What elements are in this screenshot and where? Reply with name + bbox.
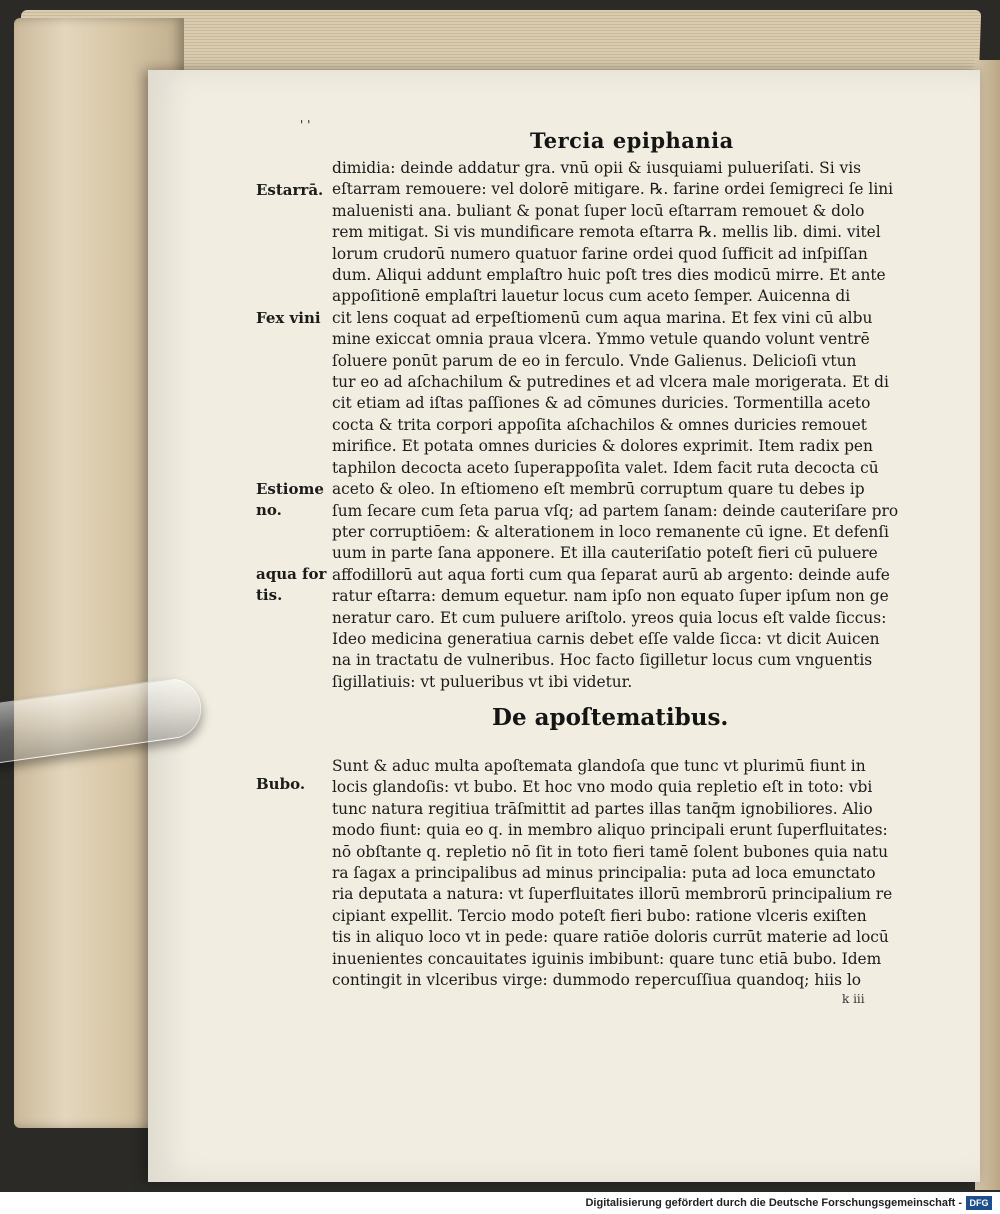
dfg-logo: DFG xyxy=(966,1196,992,1210)
text-line: eſtarram remouere: vel dolorē mitigare. ℞. farine ordei ſemigreci ſe lini xyxy=(332,180,894,199)
margin-note-bubo: Bubo. xyxy=(256,775,306,793)
text-line: ratur eſtarra: demum equetur. nam ipſo non equato ſuper ipſum non ge xyxy=(332,587,889,606)
margin-note-fex-vini: Fex vini xyxy=(256,309,321,327)
text-line: appoſitionē emplaſtri lauetur locus cum aceto ſemper. Auicenna di xyxy=(332,287,851,306)
text-line: cipiant expellit. Tercio modo poteſt fieri bubo: ratione vlceris exiſten xyxy=(332,906,867,925)
text-line: mine exiccat omnia praua vlcera. Ymmo vetule quando volunt ventrē xyxy=(332,330,870,349)
text-line: ſoluere ponūt parum de eo in ferculo. Vnde Galienus. Delicioſi vtun xyxy=(332,351,857,370)
text-line: contingit in vlceribus virge: dummodo repercuſſiua quandoq; hiis lo xyxy=(332,971,862,990)
text-line: ria deputata a natura: vt ſuperfluitates illorū membrorū principalium re xyxy=(332,885,893,904)
text-line: cit etiam ad iſtas paſſiones & ad cōmunes duricies. Tormentilla aceto xyxy=(332,394,871,413)
text-line: taphilon decocta aceto ſuperappoſita valet. Idem facit ruta decocta cū xyxy=(332,458,879,477)
text-line: inuenientes concauitates iguinis imbibunt: quare tunc etiā bubo. Idem xyxy=(332,949,882,968)
text-line: tunc natura regitiua trāſmittit ad partes illas tanq̄m ignobiliores. Alio xyxy=(332,799,873,818)
text-line: cit lens coquat ad erpeſtiomenū cum aqua marina. Et fex vini cū albu xyxy=(332,308,873,327)
text-line: dum. Aliqui addunt emplaſtro huic poſt tres dies modicū mirre. Et ante xyxy=(332,266,886,285)
text-line: affodillorū aut aqua forti cum qua ſeparat aurū ab argento: deinde aufe xyxy=(332,565,890,584)
text-line: dimidia: deinde addatur gra. vnū opii & iusquiami pulueriſati. Si vis xyxy=(332,159,862,177)
text-line: ſigillatiuis: vt pulueribus vt ibi videtur. xyxy=(332,672,633,691)
margin-note-aqua-fortis: aqua for tis. xyxy=(256,565,327,605)
text-line: mirifice. Et potata omnes duricies & dolores exprimit. Item radix pen xyxy=(332,437,873,456)
text-line: neratur caro. Et cum puluere ariſtolo. yreos quia locus eſt valde ſiccus: xyxy=(332,608,887,627)
text-line: ra ſagax a principalibus ad minus principalia: puta ad loca emunctato xyxy=(332,864,876,883)
main-text xyxy=(332,158,910,693)
text-line: locis glandoſis: vt bubo. Et hoc vno modo quia repletio eſt in toto: vbi xyxy=(332,778,873,797)
text-line: pter corruptiōem: & alterationem in loco remanente cū igne. Et defenſi xyxy=(332,522,889,541)
text-line: nō obſtante q. repletio nō ſit in toto fieri tamē ſolent bubones quia natu xyxy=(332,842,888,861)
page-marks: ' ' xyxy=(300,118,311,132)
text-line: aceto & oleo. In eſtiomeno eſt membrū corruptum quare tu debes ip xyxy=(332,480,865,499)
digitization-credit: Digitalisierung gefördert durch die Deutsche Forschungsgemeinschaft - xyxy=(585,1197,962,1209)
text-line: maluenisti ana. buliant & ponat ſuper locū eſtarram remouet & dolo xyxy=(332,201,865,220)
text-line: Sunt & aduc multa apoſtemata glandoſa que tunc vt plurimū fiunt in xyxy=(332,757,866,775)
text-line: uum in parte ſana apponere. Et illa cauteriſatio poteſt fieri cū puluere xyxy=(332,544,878,563)
text-line: ſum ſecare cum ſeta parua vſq; ad partem ſanam: deinde cauteriſare pro xyxy=(332,501,899,520)
section-text xyxy=(332,756,910,991)
text-line: na in tractatu de vulneribus. Hoc facto ſigilletur locus cum vnguentis xyxy=(332,651,873,670)
signature-mark: k iii xyxy=(842,992,865,1006)
text-line: lorum crudorū numero quatuor farine ordei quod ſufficit ad inſpiſſan xyxy=(332,244,868,263)
text-line: tur eo ad aſchachilum & putredines et ad vlcera male morigerata. Et di xyxy=(332,373,889,392)
text-line: rem mitigat. Si vis mundificare remota eſtarra ℞. mellis lib. dimi. vitel xyxy=(332,223,881,242)
margin-note-estiomeno: Estiome no. xyxy=(256,480,324,520)
margin-note-estarra: Estarrā. xyxy=(256,181,324,199)
section-heading: De apoſtematibus. xyxy=(492,704,729,731)
text-line: cocta & trita corpori appoſita aſchachilos & omnes duricies remouet xyxy=(332,415,867,434)
running-head: Tercia epiphania xyxy=(530,128,734,153)
text-line: modo fiunt: quia eo q. in membro aliquo principali erunt ſuperfluitates: xyxy=(332,821,888,840)
text-line: Ideo medicina generatiua carnis debet eſſe valde ſicca: vt dicit Auicen xyxy=(332,629,880,648)
text-line: tis in aliquo loco vt in pede: quare ratiōe doloris currūt materie ad locū xyxy=(332,928,889,947)
